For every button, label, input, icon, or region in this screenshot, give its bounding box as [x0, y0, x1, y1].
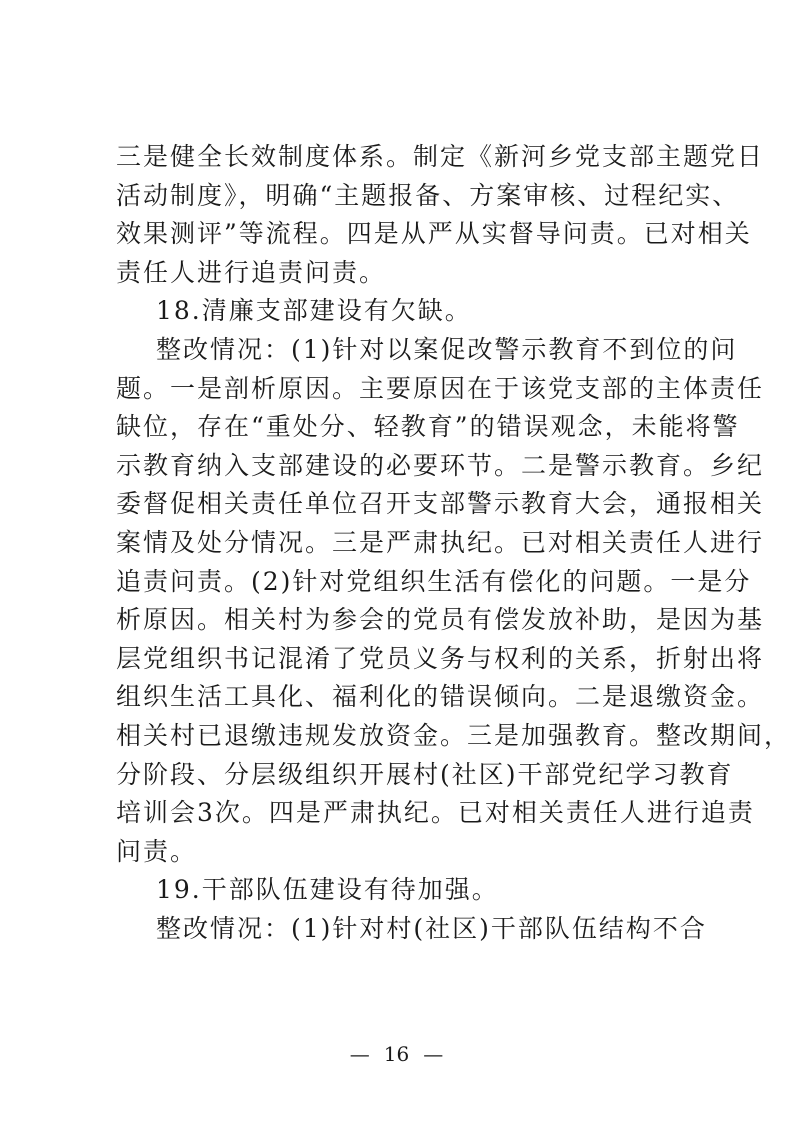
text-line: 相关村已退缴违规发放资金。三是加强教育。整改期间， — [116, 720, 792, 750]
text-line: 缺位，存在“重处分、轻教育”的错误观念，未能将警 — [116, 412, 740, 442]
footer-dash-left: — — [349, 1042, 370, 1066]
text-line: 责任人进行追责问责。 — [116, 257, 387, 287]
page-footer — [0, 1042, 793, 1066]
text-line: 析原因。相关村为参会的党员有偿发放补助，是因为基 — [116, 605, 765, 635]
text-line: 案情及处分情况。三是严肃执纪。已对相关责任人进行 — [116, 527, 765, 557]
text-line: 效果测评”等流程。四是从严从实督导问责。已对相关 — [116, 219, 752, 249]
text-line: 层党组织书记混淆了党员义务与权利的关系，折射出将 — [116, 643, 765, 673]
text-line: 问责。 — [116, 836, 198, 866]
text-line: 追责问责。(2)针对党组织生活有偿化的问题。一是分 — [116, 566, 752, 596]
text-line: 活动制度》，明确“主题报备、方案审核、过程纪实、 — [116, 180, 740, 210]
text-line: 题。一是剖析原因。主要原因在于该党支部的主体责任 — [116, 373, 765, 403]
text-line: 委督促相关责任单位召开支部警示教育大会，通报相关 — [116, 489, 765, 519]
text-line: 整改情况：(1)针对以案促改警示教育不到位的问 — [156, 334, 738, 364]
section-heading-18: 18.清廉支部建设有欠缺。 — [156, 296, 472, 326]
text-line: 整改情况：(1)针对村(社区)干部队伍结构不合 — [156, 913, 707, 943]
text-line: 分阶段、分层级组织开展村(社区)干部党纪学习教育 — [116, 759, 734, 789]
page-number: 16 — [383, 1042, 410, 1066]
footer-dash-right: — — [423, 1042, 444, 1066]
text-line: 组织生活工具化、福利化的错误倾向。二是退缴资金。 — [116, 682, 765, 712]
text-line: 示教育纳入支部建设的必要环节。二是警示教育。乡纪 — [116, 450, 765, 480]
text-line: 培训会3次。四是严肃执纪。已对相关责任人进行追责 — [116, 798, 755, 828]
text-line: 三是健全长效制度体系。制定《新河乡党支部主题党日 — [116, 142, 765, 171]
section-heading-19: 19.干部队伍建设有待加强。 — [156, 875, 499, 905]
document-body — [116, 138, 792, 948]
